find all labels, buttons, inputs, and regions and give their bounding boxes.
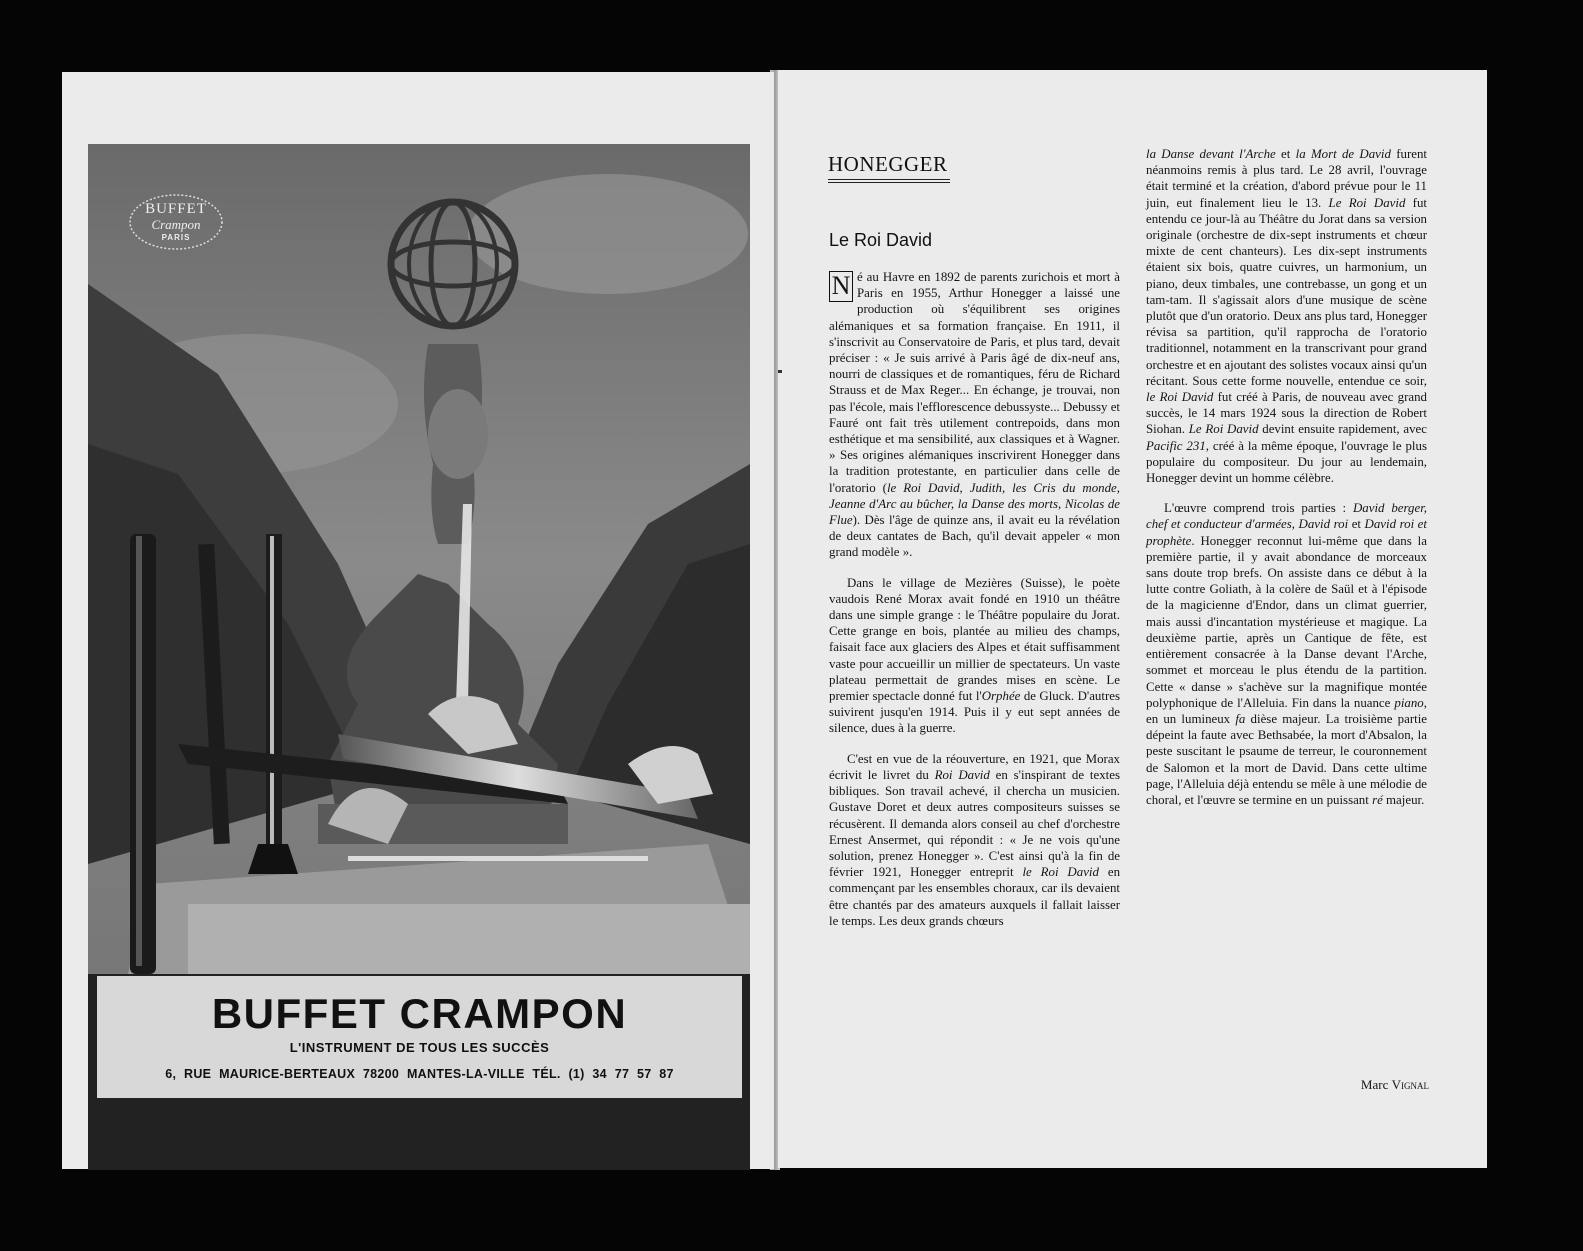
p3-title3: Le Roi David — [1328, 195, 1406, 210]
right-page — [778, 70, 1487, 1168]
p4-text2: et — [1348, 517, 1365, 532]
paragraph-4 — [1146, 500, 1427, 808]
p4-text4: , en un lumineux — [1146, 695, 1427, 726]
p3-choeur2: la Mort de David — [1295, 147, 1391, 161]
p4-text5: dièse majeur. La troisième partie dépeint la faute avec Bethsabée, la mort d'Absalon, la peste suscitant le psaume de terreur, le couronnement de Salomon et la mort de David. Dans cette ultime page, l'Alleluia déjà entendu se mêle à une mélodie de choral, et l'œuvre se termine en un puissant — [1146, 711, 1428, 807]
p1-text: é au Havre en 1892 de parents zurichois et mort à Paris en 1955, Arthur Honegger a laissé une production où s'équilibrent ses origines alémaniques et sa formation française. En 1911, il s'inscrivit au Conservatoire de Paris, et plus tard, devait préciser : « Je suis arrivé à Paris âgé de dix-neuf ans, nourri de classiques et de romantiques, féru de Richard Strauss et de Max Reger... En échange, je trouvai, non pas l'école, mais l'efflorescence debussyste... Debussy et Fauré ont fait très utilement contrepoids, dans mon esthétique et ma sensibilité, aux classiques et à Wagner. » Ses origines alémaniques inscrivirent Honegger dans la tradition protestante, en particulier dans celle de l'oratorio ( — [829, 270, 1120, 495]
p3-title1: Roi David — [934, 767, 990, 782]
article-subtitle: Le Roi David — [829, 230, 933, 250]
left-page — [62, 72, 774, 1169]
buffet-crampon-logo — [127, 192, 225, 252]
p4-part-b: David roi et prophète — [1146, 517, 1427, 548]
author-last-name: Vignal — [1391, 1077, 1429, 1092]
p4-part-a: David berger, chef et conducteur d'armées, David roi — [1146, 501, 1427, 532]
p3-text8: devint ensuite rapidement, avec — [1258, 422, 1427, 437]
paragraph-1 — [829, 269, 1120, 561]
p4-text3: . Honegger reconnut lui-même que dans la première partie, il y avait abondance de morceaux sans doute trop brefs. On assiste dans ce début à la lutte contre Goliath, à la colère de Saül et à l'épisode de la magicienne d'Endor, dans un climat guerrier, mais aussi d'incantation mystérieuse et magique. La deuxième partie, après un Cantique de fête, est entièrement consacrée à la Danse devant l'Arche, sommet et morceau le plus étendu de la partition. Cette « danse » s'achève sur la magnifique montée polyphonique de l'Alleluia. Fin dans la nuance — [1146, 533, 1427, 710]
p3-title5: Le Roi David — [1188, 422, 1259, 437]
buffet-crampon-advert — [88, 144, 750, 1170]
advert-photo-fountain-instruments — [88, 144, 750, 974]
p3-text7: fut créé à Paris, de nouveau avec grand succès, le 14 mars 1924 sous la direction de Robert Siohan. — [1146, 390, 1427, 437]
p4-re: ré — [1372, 792, 1383, 807]
p1-works: le Roi David, Judith, les Cris du monde, Jeanne d'Arc au bûcher, la Danse des morts, Nicolas de Flue — [829, 480, 1120, 528]
article-column-right — [1146, 146, 1427, 808]
article-column-left — [829, 269, 1120, 929]
logo-buffet-text: BUFFET — [145, 201, 207, 217]
p4-text: L'œuvre comprend trois parties : — [1164, 501, 1353, 516]
p2-text-end: de Gluck. D'autres suivirent jusqu'en 1914. Puis il y eut sept années de silence, dues à la guerre. — [829, 689, 1120, 736]
p3-text9: , créé à la même époque, l'ouvrage le plus populaire du compositeur. Du jour au lendemain, Honegger devint un homme célèbre. — [1146, 438, 1427, 486]
logo-paris-text: PARIS — [161, 233, 191, 242]
p3-pacific: Pacific 231 — [1146, 438, 1206, 453]
p3-text: C'est en vue de la réouverture, en 1921, que Morax écrivit le livret du — [829, 751, 1120, 782]
p3-text2: en s'inspirant de textes bibliques. Son travail achevé, il chercha un musicien. Gustave Doret et deux autres compositeurs suisses se récusèrent. Il demanda alors conseil au chef d'orchestre Ernest Ansermet, qui répondit : « Je ne vois qu'une solution, prenez Honegger ». C'est ainsi qu'à la fin de février 1921, Honegger entreprit — [829, 767, 1120, 880]
p2-orphee: Orphée — [981, 689, 1021, 704]
p3-text4: et — [1275, 147, 1296, 161]
p2-text: Dans le village de Mezières (Suisse), le poète vaudois René Morax avait fondé en 1910 un théâtre dans une simple grange : le Théâtre populaire du Jorat. Cette grange en bois, plantée au milieu des champs, faisait face aux glaciers des Alpes et était suffisamment vaste pour accueillir un millier de spectateurs. Un vaste plateau permettait de grandes mises en scène. Le premier spectacle donné fut l' — [829, 575, 1120, 704]
author-first-name: Marc — [1360, 1077, 1389, 1092]
p3-text5: furent néanmoins remis à plus tard. Le 28 avril, l'ouvrage était terminé et la création, d'abord prévue pour le 11 juin, eut finalement lieu le 13. — [1146, 147, 1427, 210]
article-heading-box — [828, 152, 950, 180]
p3-choeur1: la Danse devant l'Arche — [1146, 147, 1276, 161]
page-mark — [778, 370, 782, 373]
advert-brand: BUFFET CRAMPON — [211, 990, 628, 1037]
advert-slogan: L'INSTRUMENT DE TOUS LES SUCCÈS — [289, 1040, 550, 1055]
article-author — [1361, 1077, 1429, 1093]
paragraph-3-continued — [1146, 146, 1427, 486]
paragraph-3 — [829, 751, 1120, 929]
p4-fa: fa — [1235, 711, 1246, 726]
article-heading: HONEGGER — [828, 152, 948, 176]
paragraph-2 — [829, 575, 1120, 737]
advert-banner — [97, 976, 742, 1098]
advert-address: 6, RUE MAURICE-BERTEAUX 78200 MANTES-LA-VILLE TÉL. (1) 34 77 57 87 — [165, 1067, 674, 1081]
p3-text3: en commençant par les ensembles choraux, car ils devaient être chantés par des amateurs auxquels il fallait laisser le temps. Les deux grands chœurs — [829, 865, 1121, 928]
logo-crampon-text: Crampon — [151, 217, 201, 232]
p1-text-end: ). Dès l'âge de quinze ans, il avait eu la révélation de deux cantates de Bach, qu'il devait appeler « mon grand modèle ». — [829, 513, 1120, 560]
p3-title4: le Roi David — [1146, 390, 1214, 405]
dropcap: N — [829, 271, 853, 302]
p3-title2: le Roi David — [1022, 865, 1099, 880]
p4-text6: majeur. — [1382, 792, 1425, 807]
p4-piano: piano — [1394, 695, 1424, 710]
p3-text6: fut entendu ce jour-là au Théâtre du Jorat dans sa version originale (orchestre de dix-sept instruments et chœur mixte de cent chanteurs). Les dix-sept instruments étaient six bois, quatre cuivres, un harmonium, un piano, deux timbales, une contrebasse, un gong et un tam-tam. Il s'agissait alors d'une musique de scène plutôt que d'un oratorio. Deux ans plus tard, Honegger révisa sa partition, qu'il rapprocha de l'oratorio traditionnel, notamment en la transcrivant pour grand orchestre et en ajoutant des solistes vocaux ainsi qu'un récitant. Sous cette forme nouvelle, entendue ce soir, — [1146, 195, 1427, 388]
